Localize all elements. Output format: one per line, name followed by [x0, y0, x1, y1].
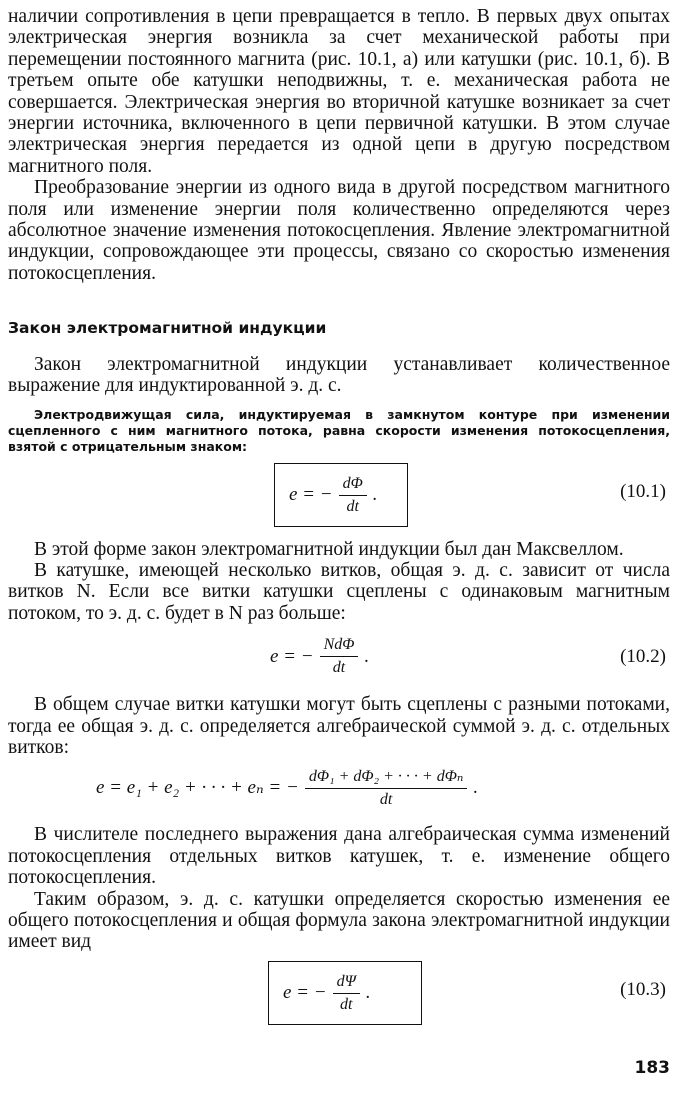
- formula-denominator: dt: [379, 791, 393, 809]
- formula-lhs: e = −: [283, 982, 327, 1004]
- formula-numerator: NdΦ: [320, 636, 359, 657]
- formula-tail: .: [365, 982, 371, 1004]
- formula-fraction: [320, 636, 359, 677]
- formula-10-1-frame: [274, 463, 408, 527]
- formula-denominator: dt: [346, 497, 359, 515]
- page-content: [8, 6, 670, 1037]
- formula-numerator: dΦ₁ + dΦ₂ + · · · + dΦₙ: [305, 766, 468, 789]
- formula-tail: .: [372, 484, 378, 505]
- formula-sum-row: [8, 758, 670, 824]
- formula-fraction: [305, 766, 468, 809]
- formula-lhs: e = −: [289, 484, 333, 505]
- paragraph-5: В катушке, имеющей несколько витков, общая э. д. с. зависит от числа витков N. Если все витки катушки сцеплены с одинаковым магнитным потоком, то э. д. с. будет в N раз больше:: [8, 559, 670, 624]
- formula-lhs: e = e₁ + e₂ + · · · + eₙ = −: [96, 777, 299, 799]
- formula-10-3: [283, 973, 371, 1014]
- law-definition: Электродвижущая сила, индуктируемая в замкнутом контуре при изменении сцепленного с ним магнитного потока, равна скорости изменения потокосцепления, взятой с отрицательным знаком:: [8, 406, 670, 454]
- formula-denominator: dt: [339, 995, 353, 1013]
- section-heading: Закон электромагнитной индукции: [8, 319, 327, 338]
- equation-number-10-1: (10.1): [620, 480, 666, 502]
- formula-10-3-frame: [268, 961, 422, 1025]
- formula-10-1: [289, 475, 378, 516]
- paragraph-4: В этой форме закон электромагнитной индукции был дан Максвеллом.: [34, 538, 624, 560]
- formula-numerator: dΨ: [333, 973, 360, 994]
- page-number: 183: [634, 1058, 670, 1078]
- formula-fraction: [339, 475, 367, 516]
- formula-sum: [96, 766, 478, 809]
- paragraph-6: В общем случае витки катушки могут быть сцеплены с разными потоками, тогда ее общая э. д. с. определяется алгебраической суммой э. д. с. отдельных витков:: [8, 694, 670, 758]
- formula-10-1-row: [8, 455, 670, 539]
- formula-10-2: [270, 636, 369, 677]
- formula-fraction: [333, 973, 360, 1014]
- formula-10-2-row: [8, 624, 670, 694]
- formula-lhs: e = −: [270, 645, 314, 667]
- paragraph-7: В числителе последнего выражения дана алгебраическая сумма изменений потокосцепления отдельных витков катушек, т. е. изменение общего потокосцепления.: [8, 824, 670, 889]
- paragraph-2: Преобразование энергии из одного вида в другой посредством магнитного поля или изменение энергии поля количественно определяются через абсолютное значение изменения потокосцепления. Явление электромагнитной индукции, сопровождающее эти процессы, связано со скоростью изменения потокосцепления.: [8, 177, 670, 284]
- formula-numerator: dΦ: [339, 475, 367, 496]
- equation-number-10-2: (10.2): [620, 646, 666, 668]
- equation-number-10-3: (10.3): [620, 978, 666, 1000]
- formula-denominator: dt: [332, 659, 346, 677]
- formula-10-3-row: [8, 953, 670, 1037]
- paragraph-8: Таким образом, э. д. с. катушки определяется скоростью изменения ее общего потокосцепления и общая формула закона электромагнитной индукции имеет вид: [8, 888, 670, 953]
- formula-tail: .: [364, 645, 370, 667]
- formula-tail: .: [473, 776, 479, 798]
- paragraph-1: наличии сопротивления в цепи превращается в тепло. В первых двух опытах электрическая энергия возникла за счет механической работы при перемещении постоянного магнита (рис. 10.1, а) или катушки (рис. 10.1, б). В третьем опыте обе катушки неподвижны, т. е. механическая работа не совершается. Электрическая энергия во вторичной катушке возникает за счет энергии источника, включенного в цепи первичной катушки. В этом случае электрическая энергия передается из одной цепи в другую посредством магнитного поля.: [8, 6, 670, 177]
- paragraph-3: Закон электромагнитной индукции устанавливает количественное выражение для индуктированной э. д. с.: [8, 353, 670, 397]
